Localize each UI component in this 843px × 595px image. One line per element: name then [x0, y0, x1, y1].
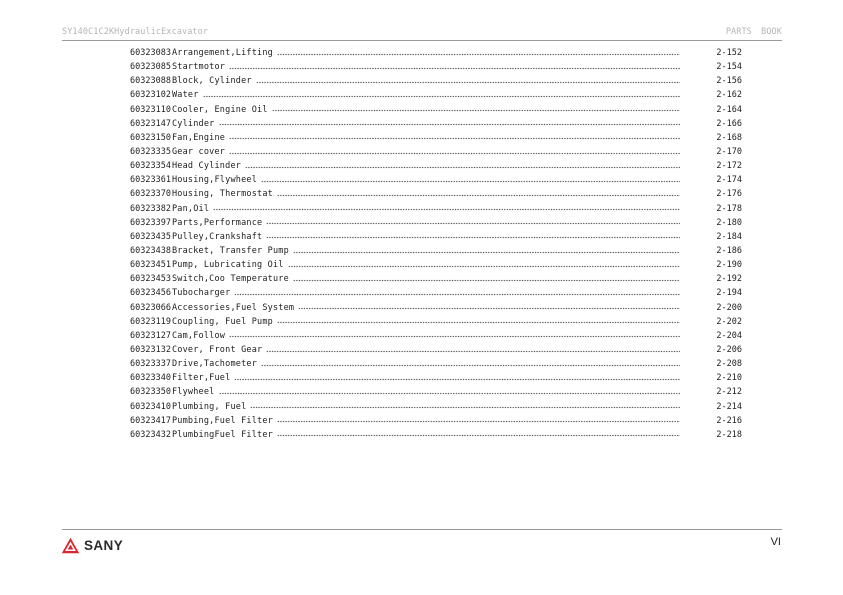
entry-title: Coupling, Fuel Pump [171, 316, 273, 327]
entry-title: Filter,Fuel [171, 373, 231, 384]
dot-leader [203, 94, 680, 98]
logo-wordmark: SANY [84, 537, 124, 553]
entry-title: Flywheel [171, 387, 215, 398]
dot-leader [266, 222, 680, 226]
part-code: 60323354 [130, 161, 171, 172]
entry-title: PlumbingFuel Filter [171, 429, 273, 440]
dot-leader [229, 151, 680, 155]
dot-leader [250, 406, 680, 410]
page-reference: 2-210 [716, 373, 742, 384]
dot-leader [277, 193, 680, 197]
toc-entry[interactable] [130, 60, 742, 74]
entry-title: Cylinder [171, 118, 215, 129]
page-reference: 2-190 [716, 260, 742, 271]
page-reference: 2-218 [716, 429, 742, 440]
entry-title: Water [171, 90, 199, 101]
dot-leader [277, 434, 680, 438]
part-code: 60323110 [130, 104, 171, 115]
toc-entry[interactable] [130, 357, 742, 371]
toc-entry[interactable] [130, 46, 742, 60]
toc-entry[interactable] [130, 187, 742, 201]
part-code: 60323397 [130, 217, 171, 228]
toc-entry[interactable] [130, 371, 742, 385]
page-reference: 2-214 [716, 401, 742, 412]
section-label: PARTS BOOK [725, 27, 782, 37]
toc-entry[interactable] [130, 117, 742, 131]
entry-title: Fan,Engine [171, 132, 226, 143]
part-code: 60323119 [130, 316, 171, 327]
toc-entry[interactable] [130, 202, 742, 216]
part-code: 60323350 [130, 387, 171, 398]
toc-entry[interactable] [130, 286, 742, 300]
part-code: 60323335 [130, 146, 171, 157]
sany-triangle-logo-icon [61, 537, 80, 554]
entry-title: Head Cylinder [171, 161, 242, 172]
entry-title: Startmotor [171, 62, 226, 73]
entry-title: Tubocharger [171, 288, 231, 299]
page-reference: 2-186 [716, 245, 742, 256]
page-reference: 2-194 [716, 288, 742, 299]
toc-entry[interactable] [130, 103, 742, 117]
page-reference: 2-192 [716, 274, 742, 285]
page-header [62, 27, 782, 39]
sany-logo [61, 536, 123, 554]
page-reference: 2-174 [716, 175, 742, 186]
document-title: SY140C1C2KHydraulicExcavator [62, 27, 209, 37]
dot-leader [234, 292, 680, 296]
toc-entry[interactable] [130, 131, 742, 145]
dot-leader [277, 321, 680, 325]
dot-leader [229, 335, 680, 339]
dot-leader [256, 80, 680, 84]
page-reference: 2-152 [716, 48, 742, 58]
part-code: 60323410 [130, 401, 171, 412]
dot-leader [272, 109, 680, 113]
part-code: 60323417 [130, 415, 171, 426]
page-reference: 2-172 [716, 161, 742, 172]
part-code: 60323451 [130, 260, 171, 271]
part-code: 60323085 [130, 62, 171, 73]
dot-leader [298, 307, 680, 311]
dot-leader [229, 137, 680, 141]
entry-title: Pumbing,Fuel Filter [171, 415, 273, 426]
part-code: 60323453 [130, 274, 171, 285]
page-number: VI [770, 536, 781, 548]
part-code: 60323435 [130, 231, 171, 242]
entry-title: Cooler, Engine Oil [171, 104, 268, 115]
page-reference: 2-184 [716, 231, 742, 242]
page-reference: 2-170 [716, 146, 742, 157]
toc-entry[interactable] [130, 159, 742, 173]
page-reference: 2-212 [716, 387, 742, 398]
page-reference: 2-176 [716, 189, 742, 200]
dot-leader [261, 179, 680, 183]
dot-leader [277, 420, 680, 424]
toc-entry[interactable] [130, 343, 742, 357]
dot-leader [213, 208, 680, 212]
part-code: 60323370 [130, 189, 171, 200]
dot-leader [266, 349, 680, 353]
part-code: 60323456 [130, 288, 171, 299]
dot-leader [219, 391, 681, 395]
dot-leader [293, 278, 680, 282]
page-reference: 2-202 [716, 316, 742, 327]
dot-leader [293, 250, 680, 254]
toc-entry[interactable] [130, 74, 742, 88]
toc-entry[interactable] [130, 230, 742, 244]
part-code: 60323147 [130, 118, 171, 129]
part-code: 60323432 [130, 429, 171, 440]
header-divider [62, 40, 782, 41]
page-reference: 2-208 [716, 359, 742, 370]
page-reference: 2-206 [716, 344, 742, 355]
page-reference: 2-200 [716, 302, 742, 313]
dot-leader [261, 363, 680, 367]
page-reference: 2-178 [716, 203, 742, 214]
entry-title: Cover, Front Gear [171, 344, 263, 355]
part-code: 60323088 [130, 76, 171, 87]
footer-divider [62, 529, 782, 530]
dot-leader [245, 165, 680, 169]
entry-title: Plumbing, Fuel [171, 401, 247, 412]
entry-title: Accessories,Fuel System [171, 302, 295, 313]
part-code: 60323361 [130, 175, 171, 186]
part-code: 60323083 [130, 48, 171, 58]
toc-entry[interactable] [130, 216, 742, 230]
toc-entry[interactable] [130, 428, 742, 442]
entry-title: Block, Cylinder [171, 76, 252, 87]
part-code: 60323340 [130, 373, 171, 384]
part-code: 60323102 [130, 90, 171, 101]
dot-leader [288, 264, 680, 268]
part-code: 60323438 [130, 245, 171, 256]
dot-leader [266, 236, 680, 240]
toc-entry[interactable] [130, 244, 742, 258]
page-reference: 2-154 [716, 62, 742, 73]
part-code: 60323127 [130, 330, 171, 341]
entry-title: Housing, Thermostat [171, 189, 273, 200]
entry-title: Gear cover [171, 146, 226, 157]
entry-title: Pump, Lubricating Oil [171, 260, 284, 271]
entry-title: Housing,Flywheel [171, 175, 258, 186]
page-reference: 2-156 [716, 76, 742, 87]
page-reference: 2-168 [716, 132, 742, 143]
page-reference: 2-180 [716, 217, 742, 228]
entry-title: Pulley,Crankshaft [171, 231, 263, 242]
page-reference: 2-166 [716, 118, 742, 129]
toc-entry[interactable] [130, 400, 742, 414]
page-reference: 2-204 [716, 330, 742, 341]
toc-entry[interactable] [130, 315, 742, 329]
entry-title: Drive,Tachometer [171, 359, 258, 370]
part-code: 60323066 [130, 302, 171, 313]
entry-title: Bracket, Transfer Pump [171, 245, 289, 256]
toc-entry[interactable] [130, 88, 742, 102]
toc-entry[interactable] [130, 329, 742, 343]
entry-title: Pan,Oil [171, 203, 210, 214]
toc-entry[interactable] [130, 385, 742, 399]
page-reference: 2-164 [716, 104, 742, 115]
dot-leader [277, 52, 680, 56]
toc-entry[interactable] [130, 272, 742, 286]
toc-entry[interactable] [130, 258, 742, 272]
part-code: 60323337 [130, 359, 171, 370]
toc-entry[interactable] [130, 145, 742, 159]
dot-leader [219, 123, 681, 127]
entry-title: Arrangement,Lifting [171, 48, 273, 58]
toc-entry[interactable] [130, 173, 742, 187]
part-code: 60323382 [130, 203, 171, 214]
part-code: 60323150 [130, 132, 171, 143]
toc-entry[interactable] [130, 414, 742, 428]
entry-title: Cam,Follow [171, 330, 226, 341]
part-code: 60323132 [130, 344, 171, 355]
entry-title: Switch,Coo Temperature [171, 274, 289, 285]
table-of-contents [130, 46, 742, 442]
dot-leader [229, 66, 680, 70]
toc-entry[interactable] [130, 301, 742, 315]
page-reference: 2-162 [716, 90, 742, 101]
entry-title: Parts,Performance [171, 217, 263, 228]
dot-leader [234, 377, 680, 381]
page-reference: 2-216 [716, 415, 742, 426]
